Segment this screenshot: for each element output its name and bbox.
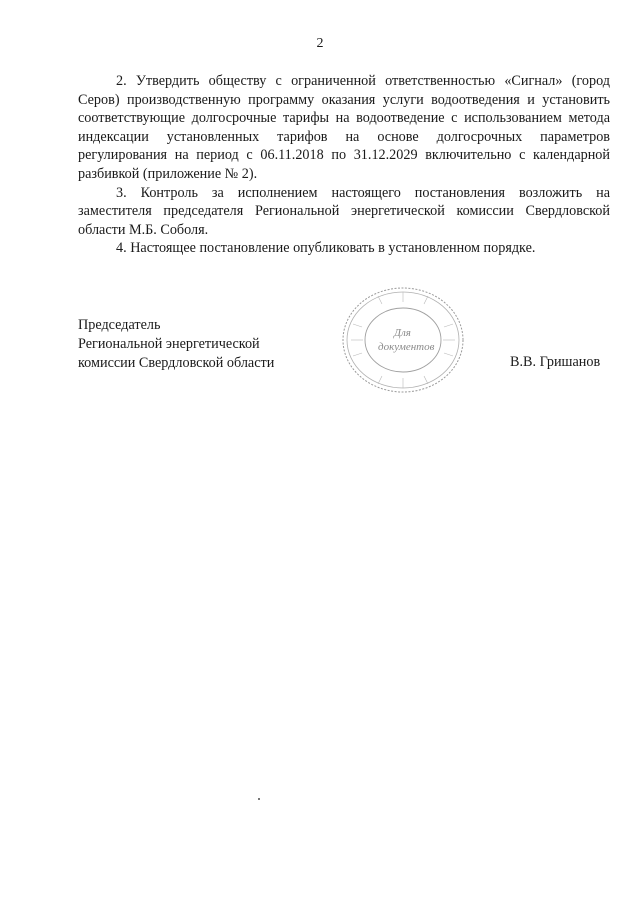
paragraph-4: 4. Настоящее постановление опубликовать в установленном порядке. [116, 240, 536, 257]
signatory-title [78, 316, 274, 373]
scan-speck [258, 798, 260, 800]
official-stamp [338, 284, 468, 396]
document-body [78, 72, 610, 258]
stamp-text: Для [394, 327, 411, 339]
signatory-name: В.В. Гришанов [510, 354, 601, 370]
signatory-title-line: Региональной энергетической [78, 336, 260, 352]
signatory-title-line: Председатель [78, 317, 161, 333]
paragraph-3: 3. Контроль за исполнением настоящего постановления возложить на заместителя председателя Региональной энергетической комиссии Свердловской области М.Б. Соболя. [78, 184, 610, 238]
page-number: 2 [316, 36, 324, 51]
stamp-text: документов [378, 341, 435, 353]
paragraph-2: 2. Утвердить обществу с ограниченной ответственностью «Сигнал» (город Серов) производственную программу оказания услуги водоотведения и установить соответствующие долгосрочные тарифы на водоотведение с использованием метода индексации установленных тарифов на основе долгосрочных параметров регулирования на период с 06.11.2018 по 31.12.2029 включительно с календарной разбивкой (приложение № 2). [78, 73, 610, 182]
signatory-title-line: комиссии Свердловской области [78, 355, 275, 371]
